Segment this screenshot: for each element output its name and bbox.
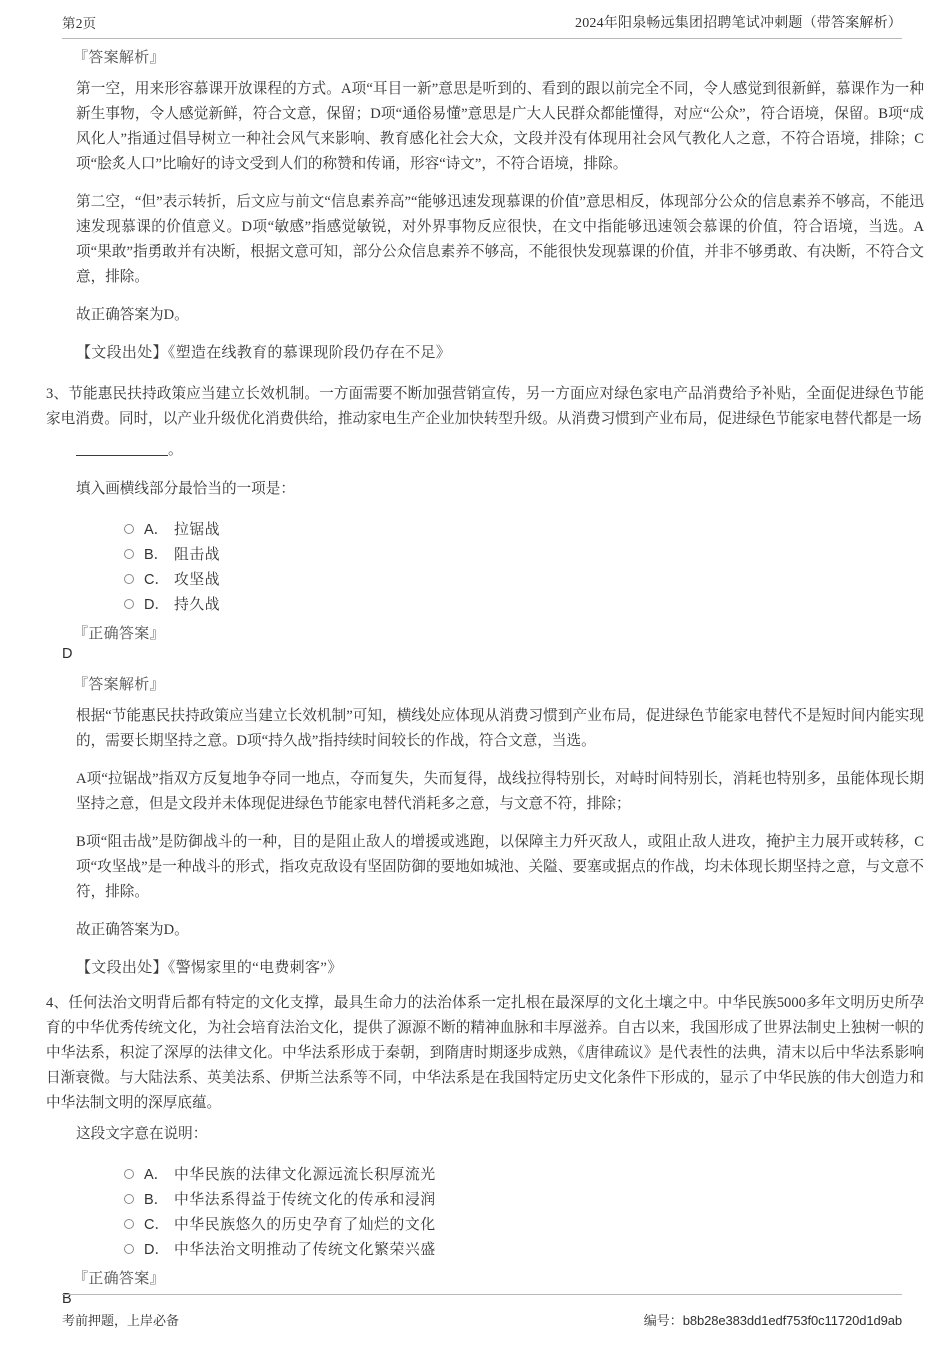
radio-icon[interactable] — [124, 1169, 134, 1179]
option-item-d[interactable] — [124, 1236, 932, 1261]
option-text: 中华民族悠久的历史孕育了灿烂的文化 — [174, 1217, 436, 1233]
source-title: 《塑造在线教育的慕课现阶段仍存在不足》 — [167, 345, 452, 361]
option-letter: D． — [144, 597, 169, 613]
option-item-d[interactable] — [124, 591, 932, 616]
source-line — [40, 341, 932, 362]
page-footer — [62, 1294, 902, 1329]
analysis-paragraph: 第二空，“但”表示转折，后文应与前文“信息素养高”“能够迅速发现慕课的价值”意思相反，体现部分公众的信息素养不够高，不能迅速发现慕课的价值意义。D项“敏感”指感觉敏锐，对外界事物反应很快，在文中指能够迅速领会慕课的价值，符合语境，当选。A项“果敢”指勇敢并有决断，根据文意可知，部分公众信息素养不够高，不能很快发现慕课的价值，并非不够勇敢、有决断，不符合文意，排除。 — [76, 194, 924, 285]
analysis-paragraph: B项“阻击战”是防御战斗的一种，目的是阻止敌人的增援或逃跑，以保障主力歼灭敌人，或阻止敌人进攻，掩护主力展开或转移，C项“攻坚战”是一种战斗的形式，指攻克敌设有坚固防御的要地如城池、关隘、要塞或据点的作战，均未体现长期坚持之意，与文意不符，排除。 — [76, 834, 924, 900]
footer-serial — [644, 1310, 902, 1329]
option-letter: B． — [144, 547, 169, 563]
source-line — [40, 956, 932, 977]
page-header — [62, 12, 902, 39]
option-text: 阻击战 — [174, 547, 221, 563]
question-prompt-q3: 填入画横线部分最恰当的一项是： — [76, 481, 295, 497]
source-label: 【文段出处】 — [76, 345, 168, 361]
analysis-paragraph: 根据“节能惠民扶持政策应当建立长效机制”可知，横线处应体现从消费习惯到产业布局，促进绿色节能家电替代不是短时间内能实现的，需要长期坚持之意。D项“持久战”指持续时间较长的作战，符合文意，当选。 — [76, 708, 924, 749]
blank-underline — [76, 443, 168, 456]
option-letter: C． — [144, 572, 169, 588]
fill-blank-rule-q3 — [40, 438, 932, 463]
analysis-paragraph: 第一空，用来形容慕课开放课程的方式。A项“耳目一新”意思是听到的、看到的跟以前完全不同，令人感觉到很新鲜，慕课作为一种新生事物，令人感觉新鲜，符合文意，保留；D项“通俗易懂”意思是广大人民群众都能懂得，对应“公众”，符合语境，保留。B项“成风化人”指通过倡导树立一种社会风气来影响、教育感化社会大众，文段并没有体现用社会风气教化人之意，不符合语境，排除；C项“脍炙人口”比喻好的诗文受到人们的称赞和传诵，形容“诗文”，不符合语境，排除。 — [76, 81, 924, 172]
radio-icon[interactable] — [124, 1244, 134, 1254]
correct-answer-value-q4: B — [62, 1291, 72, 1307]
option-letter: B． — [144, 1192, 169, 1208]
radio-icon[interactable] — [124, 524, 134, 534]
option-letter: D． — [144, 1242, 169, 1258]
document-title: 2024年阳泉畅远集团招聘笔试冲刺题（带答案解析） — [575, 16, 902, 31]
serial-label: 编号： — [643, 1313, 683, 1328]
option-letter: A． — [144, 522, 169, 538]
option-list-q3 — [40, 516, 932, 616]
correct-answer-value-q3: D — [62, 646, 73, 662]
option-text: 攻坚战 — [174, 572, 221, 588]
option-text: 拉锯战 — [174, 522, 221, 538]
analysis-conclusion: 故正确答案为D。 — [76, 922, 189, 938]
analysis-paragraph: A项“拉锯战”指双方反复地争夺同一地点，夺而复失，失而复得，战线拉得特别长，对峙时间特别长，消耗也特别多，虽能体现长期坚持之意，但是文段并未体现促进绿色节能家电替代消耗多之意，与文意不符，排除； — [76, 771, 924, 812]
serial-code: b8b28e383dd1edf753f0c11720d1d9ab — [682, 1313, 902, 1328]
question-prompt-q4: 这段文字意在说明： — [76, 1126, 208, 1142]
option-text: 中华法治文明推动了传统文化繁荣兴盛 — [174, 1242, 436, 1258]
radio-icon[interactable] — [124, 599, 134, 609]
option-letter: A． — [144, 1167, 169, 1183]
radio-icon[interactable] — [124, 574, 134, 584]
option-item-c[interactable] — [124, 1211, 932, 1236]
page-number: 第2页 — [62, 16, 97, 31]
answer-analysis-label-q2: 『答案解析』 — [73, 50, 165, 66]
answer-analysis-label-q3: 『答案解析』 — [73, 677, 165, 693]
question-stem-q4: 4、任何法治文明背后都有特定的文化支撑，最具生命力的法治体系一定扎根在最深厚的文化土壤之中。中华民族5000多年文明历史所孕育的中华优秀传统文化，为社会培育法治文化，提供了源源不断的精神血脉和丰厚滋养。自古以来，我国形成了世界法制史上独树一帜的中华法系，积淀了深厚的法律文化。中华法系形成于秦朝，到隋唐时期逐步成熟，《唐律疏议》是代表性的法典，清末以后中华法系影响日渐衰微。与大陆法系、英美法系、伊斯兰法系等不同，中华法系是在我国特定历史文化条件下形成的，显示了中华民族的伟大创造力和中华法制文明的深厚底蕴。 — [46, 995, 924, 1111]
option-item-a[interactable] — [124, 1161, 932, 1186]
radio-icon[interactable] — [124, 1219, 134, 1229]
option-item-a[interactable] — [124, 516, 932, 541]
page-content — [40, 46, 932, 1307]
option-item-b[interactable] — [124, 541, 932, 566]
option-list-q4 — [40, 1161, 932, 1261]
option-text: 中华法系得益于传统文化的传承和浸润 — [174, 1192, 436, 1208]
radio-icon[interactable] — [124, 1194, 134, 1204]
option-item-c[interactable] — [124, 566, 932, 591]
option-text: 持久战 — [174, 597, 221, 613]
correct-answer-label-q4: 『正确答案』 — [73, 1271, 165, 1287]
radio-icon[interactable] — [124, 549, 134, 559]
option-letter: C． — [144, 1217, 169, 1233]
correct-answer-label-q3: 『正确答案』 — [73, 626, 165, 642]
footer-slogan: 考前押题，上岸必备 — [62, 1313, 180, 1328]
source-title: 《警惕家里的“电费刺客”》 — [167, 960, 343, 976]
analysis-conclusion: 故正确答案为D。 — [76, 307, 189, 323]
option-text: 中华民族的法律文化源远流长积厚流光 — [174, 1167, 436, 1183]
question-stem-q3: 3、节能惠民扶持政策应当建立长效机制。一方面需要不断加强营销宣传，另一方面应对绿色家电产品消费给予补贴，全面促进绿色节能家电消费。同时，以产业升级优化消费供给，推动家电生产企业加快转型升级。从消费习惯到产业布局，促进绿色节能家电替代都是一场 — [46, 386, 924, 427]
option-item-b[interactable] — [124, 1186, 932, 1211]
source-label: 【文段出处】 — [76, 960, 168, 976]
blank-tail: 。 — [168, 442, 183, 458]
